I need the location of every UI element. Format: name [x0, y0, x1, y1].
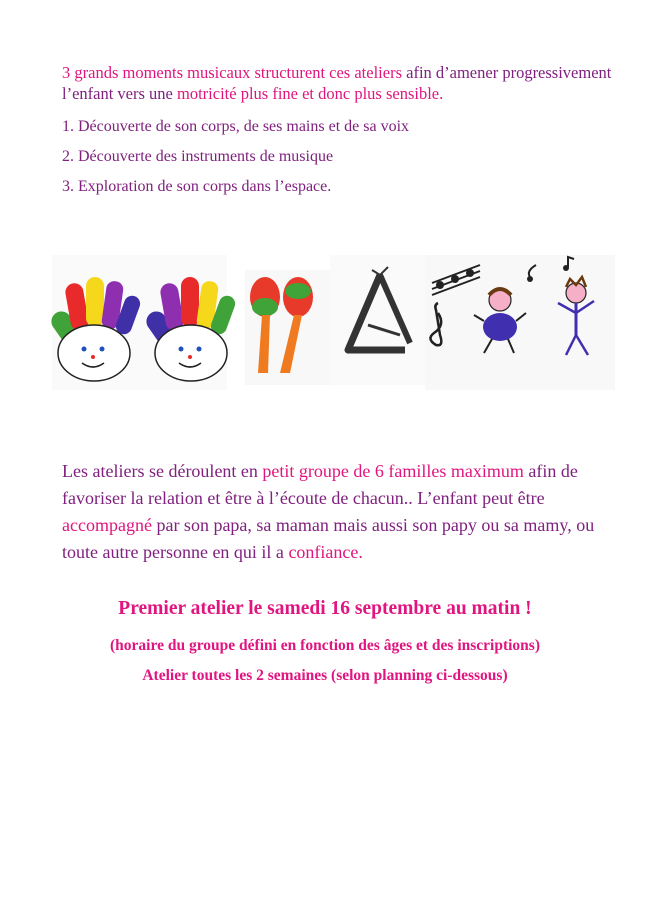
paragraph-highlight: accompagné [62, 515, 152, 535]
frequency-note: Atelier toutes les 2 semaines (selon planning ci-dessous) [142, 667, 508, 684]
music-notes-icon [425, 255, 615, 390]
first-workshop-title: Premier atelier le samedi 16 septembre au matin ! [118, 598, 532, 619]
children-drawings-illustration [50, 255, 615, 390]
triangle-icon [330, 255, 430, 385]
paragraph-text: Les ateliers se déroulent en [62, 461, 263, 481]
intro-paragraph [62, 62, 622, 104]
paragraph-highlight: petit groupe de 6 familles maximum [262, 461, 524, 481]
intro-highlight-2: motricité plus fine et donc plus sensible. [177, 84, 444, 103]
intro-text: afin d’amener progressivement l’enfant vers une [62, 63, 612, 103]
maracas-icon [245, 270, 335, 385]
paragraph-text: afin de favoriser la relation et être à l’écoute de chacun.. L’enfant peut être [62, 461, 578, 508]
paragraph-text: par son papa, sa maman mais aussi son papy ou sa mamy, ou toute autre personne en qui il a [62, 515, 595, 562]
schedule-note: (horaire du groupe défini en fonction des âges et des inscriptions) [110, 637, 540, 654]
list-item: 2. Découverte des instruments de musique [62, 148, 334, 165]
list-item: 3. Exploration de son corps dans l’espace. [62, 178, 332, 195]
paragraph-highlight: confiance. [288, 542, 363, 562]
groups-paragraph [62, 458, 622, 566]
list-item: 1. Découverte de son corps, de ses mains et de sa voix [62, 118, 410, 135]
intro-highlight-1: 3 grands moments musicaux structurent ces ateliers [62, 63, 402, 82]
